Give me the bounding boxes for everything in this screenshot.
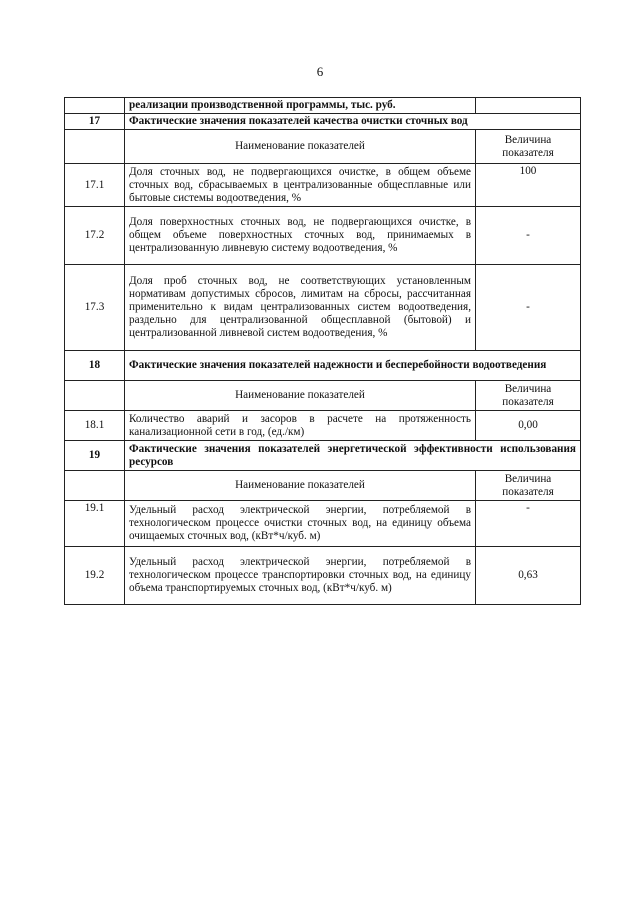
row-value: - bbox=[476, 207, 581, 265]
section-title: Фактические значения показателей качества очистки сточных вод bbox=[125, 114, 581, 130]
section-title-row bbox=[65, 351, 581, 381]
section-title: Фактические значения показателей энергетической эффективности использования ресурсов bbox=[125, 441, 581, 471]
header-value: Величина показателя bbox=[476, 130, 581, 164]
header-name: Наименование показателей bbox=[125, 471, 476, 501]
column-header-row bbox=[65, 130, 581, 164]
table-row bbox=[65, 501, 581, 547]
row-text: Доля поверхностных сточных вод, не подвергающихся очистке, в общем объеме поверхностных сточных вод, принимаемых в централизованную ливневую систему водоотведения, % bbox=[125, 207, 476, 265]
section-title-row bbox=[65, 114, 581, 130]
row-number: 17.1 bbox=[65, 164, 125, 207]
row-text: Доля проб сточных вод, не соответствующих установленным нормативам допустимых сбросов, лимитам на сбросы, рассчитанная применительно к видам централизованных систем водоотведения, раздельно для централизованной общесплавной (бытовой) и централизованной ливневой систем водоотведения, % bbox=[125, 265, 476, 351]
row-value: - bbox=[476, 265, 581, 351]
table-row bbox=[65, 265, 581, 351]
table-row bbox=[65, 207, 581, 265]
row-value: 100 bbox=[476, 164, 581, 207]
row-text: Количество аварий и засоров в расчете на протяженность канализационной сети в год, (ед./км) bbox=[125, 411, 476, 441]
section-title: Фактические значения показателей надежности и бесперебойности водоотведения bbox=[125, 351, 581, 381]
row-value: - bbox=[476, 501, 581, 547]
row-number-cell bbox=[65, 98, 125, 114]
row-number-cell bbox=[65, 381, 125, 411]
column-header-row bbox=[65, 381, 581, 411]
section-title-row bbox=[65, 441, 581, 471]
header-value: Величина показателя bbox=[476, 471, 581, 501]
row-text-cell: реализации производственной программы, тыс. руб. bbox=[125, 98, 476, 114]
section-number: 19 bbox=[65, 441, 125, 471]
row-text: Удельный расход электрической энергии, потребляемой в технологическом процессе очистки сточных вод, на единицу объема очищаемых сточных вод, (кВт*ч/куб. м) bbox=[125, 501, 476, 547]
page-number: 6 bbox=[316, 64, 324, 79]
row-value-cell bbox=[476, 98, 581, 114]
table-row bbox=[65, 164, 581, 207]
section-number: 18 bbox=[65, 351, 125, 381]
header-value: Величина показателя bbox=[476, 381, 581, 411]
column-header-row bbox=[65, 471, 581, 501]
row-value: 0,00 bbox=[476, 411, 581, 441]
row-number: 19.1 bbox=[65, 501, 125, 547]
row-value: 0,63 bbox=[476, 547, 581, 605]
table-row bbox=[65, 98, 581, 114]
header-name: Наименование показателей bbox=[125, 381, 476, 411]
indicators-table bbox=[64, 97, 581, 605]
row-number-cell bbox=[65, 471, 125, 501]
row-number: 17.2 bbox=[65, 207, 125, 265]
table-row bbox=[65, 547, 581, 605]
row-text: Доля сточных вод, не подвергающихся очистке, в общем объеме сточных вод, сбрасываемых в централизованные общесплавные или бытовые системы водоотведения, % bbox=[125, 164, 476, 207]
section-number: 17 bbox=[65, 114, 125, 130]
row-number: 18.1 bbox=[65, 411, 125, 441]
header-name: Наименование показателей bbox=[125, 130, 476, 164]
row-number-cell bbox=[65, 130, 125, 164]
row-number: 19.2 bbox=[65, 547, 125, 605]
row-text: Удельный расход электрической энергии, потребляемой в технологическом процессе транспортировки сточных вод, на единицу объема транспортируемых сточных вод, (кВт*ч/куб. м) bbox=[125, 547, 476, 605]
row-number: 17.3 bbox=[65, 265, 125, 351]
table-row bbox=[65, 411, 581, 441]
